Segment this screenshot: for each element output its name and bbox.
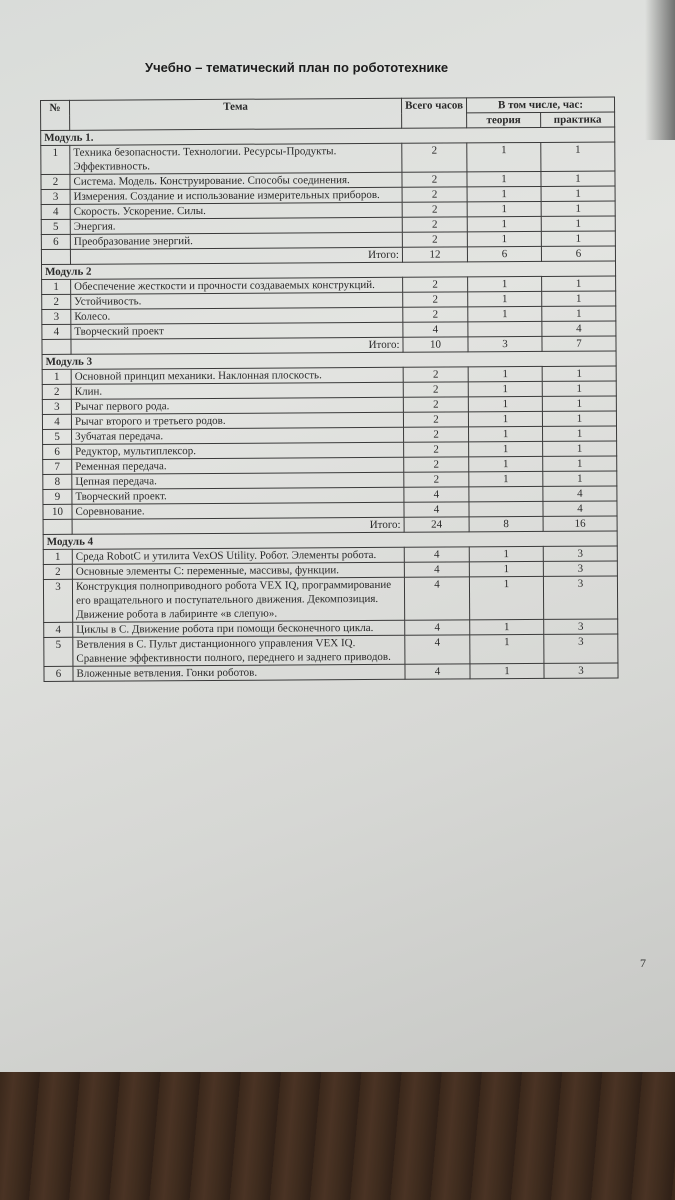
total-label: Итого: — [72, 517, 404, 534]
row-theory-hours: 1 — [468, 411, 542, 426]
row-number: 9 — [43, 489, 72, 504]
row-theory-hours: 1 — [469, 576, 543, 619]
row-total-hours: 2 — [403, 277, 468, 292]
row-number: 2 — [41, 174, 70, 189]
table-row — [43, 576, 617, 623]
row-total-hours: 2 — [404, 427, 469, 442]
row-practice-hours: 1 — [541, 142, 615, 171]
row-topic: Клин. — [71, 382, 403, 399]
row-topic: Конструкция полноприводного робота VEX IQ, программирование его вращательного и поступательного движения. Декомпозиция. Движение робота в лабиринте «в слепую». — [72, 577, 404, 622]
row-practice-hours: 4 — [543, 486, 617, 501]
total-hours: 10 — [403, 337, 468, 352]
header-total-hours: Всего часов — [401, 98, 466, 128]
table-body — [41, 127, 618, 681]
header-topic: Тема — [70, 98, 402, 130]
module-title: Модуль 1. — [41, 127, 615, 146]
row-topic: Ременная передача. — [72, 457, 404, 474]
row-topic: Редуктор, мультиплексор. — [72, 442, 404, 459]
row-theory-hours: 1 — [468, 291, 542, 306]
row-number: 2 — [42, 294, 71, 309]
row-theory-hours: 1 — [469, 471, 543, 486]
module-title: Модуль 3 — [42, 351, 616, 370]
row-topic: Среда RobotC и утилита VexOS Utility. Робот. Элементы робота. — [72, 547, 404, 564]
row-total-hours: 4 — [404, 502, 469, 517]
row-topic: Творческий проект — [71, 322, 403, 339]
row-practice-hours: 1 — [541, 201, 615, 216]
module-title: Модуль 4 — [43, 531, 617, 550]
row-number: 4 — [42, 414, 71, 429]
row-number: 7 — [43, 459, 72, 474]
row-theory-hours: 1 — [470, 619, 544, 634]
total-practice: 7 — [542, 336, 616, 351]
row-topic: Скорость. Ускорение. Силы. — [70, 202, 402, 219]
row-total-hours: 2 — [404, 442, 469, 457]
total-empty-cell — [42, 339, 71, 354]
row-practice-hours: 3 — [544, 663, 618, 678]
row-number: 5 — [43, 429, 72, 444]
row-total-hours: 4 — [404, 577, 469, 620]
row-practice-hours: 1 — [542, 306, 616, 321]
row-number: 3 — [42, 309, 71, 324]
row-number: 1 — [42, 369, 71, 384]
row-number: 1 — [42, 279, 71, 294]
row-total-hours: 2 — [402, 187, 467, 202]
row-practice-hours: 1 — [542, 396, 616, 411]
row-number: 10 — [43, 504, 72, 519]
row-theory-hours: 1 — [469, 561, 543, 576]
row-number: 3 — [42, 399, 71, 414]
row-practice-hours: 1 — [541, 231, 615, 246]
row-theory-hours: 1 — [467, 142, 541, 171]
row-topic: Соревнование. — [72, 502, 404, 519]
row-practice-hours: 1 — [542, 291, 616, 306]
row-total-hours: 2 — [404, 472, 469, 487]
total-practice: 16 — [543, 516, 617, 531]
row-number: 5 — [41, 219, 70, 234]
curriculum-table — [40, 96, 619, 682]
total-theory: 3 — [468, 336, 542, 351]
row-number: 8 — [43, 474, 72, 489]
row-practice-hours: 1 — [542, 276, 616, 291]
row-practice-hours: 1 — [542, 381, 616, 396]
row-theory-hours: 1 — [468, 366, 542, 381]
total-label: Итого: — [70, 247, 402, 264]
row-theory-hours: 1 — [469, 456, 543, 471]
total-hours: 24 — [404, 517, 469, 532]
document-title: Учебно – тематический план по робототехнике — [145, 60, 449, 75]
row-topic: Энергия. — [70, 217, 402, 234]
row-practice-hours: 1 — [543, 456, 617, 471]
row-number: 1 — [43, 549, 72, 564]
row-total-hours: 4 — [405, 635, 470, 664]
row-practice-hours: 1 — [543, 441, 617, 456]
row-total-hours: 2 — [403, 292, 468, 307]
row-number: 4 — [41, 204, 70, 219]
row-topic: Рычаг первого рода. — [71, 397, 403, 414]
row-practice-hours: 1 — [543, 426, 617, 441]
row-total-hours: 4 — [404, 487, 469, 502]
row-total-hours: 2 — [402, 202, 467, 217]
header-theory: теория — [467, 112, 541, 127]
row-theory-hours — [469, 501, 543, 516]
row-topic: Преобразование энергий. — [70, 232, 402, 249]
row-number: 3 — [41, 189, 70, 204]
header-practice: практика — [541, 112, 615, 127]
row-theory-hours: 1 — [470, 634, 544, 663]
row-theory-hours: 1 — [470, 663, 544, 678]
row-practice-hours: 3 — [544, 634, 618, 663]
row-theory-hours — [469, 486, 543, 501]
table-row — [41, 142, 615, 175]
row-total-hours: 2 — [403, 307, 468, 322]
row-topic: Обеспечение жесткости и прочности создаваемых конструкций. — [71, 277, 403, 294]
row-theory-hours: 1 — [468, 396, 542, 411]
module-title: Модуль 2 — [42, 261, 616, 280]
row-number: 6 — [41, 234, 70, 249]
row-practice-hours: 3 — [543, 561, 617, 576]
row-topic: Основные элементы С: переменные, массивы, функции. — [72, 562, 404, 579]
row-theory-hours: 1 — [467, 231, 541, 246]
row-theory-hours: 1 — [469, 441, 543, 456]
total-label: Итого: — [71, 337, 403, 354]
row-topic: Техника безопасности. Технологии. Ресурсы-Продукты. Эффективность. — [70, 143, 402, 174]
total-theory: 8 — [469, 516, 543, 531]
row-total-hours: 2 — [402, 232, 467, 247]
row-number: 2 — [43, 564, 72, 579]
row-theory-hours: 1 — [467, 171, 541, 186]
row-theory-hours: 1 — [469, 546, 543, 561]
row-total-hours: 2 — [402, 217, 467, 232]
row-theory-hours: 1 — [468, 306, 542, 321]
row-number: 1 — [41, 145, 70, 174]
row-number: 3 — [43, 579, 72, 622]
row-topic: Колесо. — [71, 307, 403, 324]
row-topic: Измерения. Создание и использование измерительных приборов. — [70, 187, 402, 204]
row-theory-hours: 1 — [467, 216, 541, 231]
row-number: 4 — [42, 324, 71, 339]
row-practice-hours: 3 — [543, 576, 617, 619]
row-total-hours: 2 — [402, 172, 467, 187]
row-total-hours: 4 — [404, 547, 469, 562]
row-topic: Цепная передача. — [72, 472, 404, 489]
total-empty-cell — [41, 249, 70, 264]
row-topic: Творческий проект. — [72, 487, 404, 504]
row-total-hours: 4 — [405, 664, 470, 679]
row-number: 6 — [43, 444, 72, 459]
row-total-hours: 2 — [402, 143, 467, 172]
row-total-hours: 2 — [403, 367, 468, 382]
row-total-hours: 2 — [403, 382, 468, 397]
row-practice-hours: 1 — [541, 171, 615, 186]
row-theory-hours: 1 — [468, 276, 542, 291]
header-number: № — [41, 100, 70, 130]
header-including: В том числе, час: — [466, 97, 614, 113]
row-practice-hours: 4 — [543, 501, 617, 516]
row-number: 6 — [44, 666, 73, 681]
row-number: 2 — [42, 384, 71, 399]
row-topic: Система. Модель. Конструирование. Способы соединения. — [70, 172, 402, 189]
row-topic: Основной принцип механики. Наклонная плоскость. — [71, 367, 403, 384]
row-topic: Ветвления в С. Пульт дистанционного управления VEX IQ. Сравнение эффективности полного, переднего и заднего приводов. — [73, 635, 405, 666]
row-practice-hours: 1 — [542, 366, 616, 381]
row-theory-hours — [468, 321, 542, 336]
row-topic: Устойчивость. — [71, 292, 403, 309]
row-topic: Циклы в С. Движение робота при помощи бесконечного цикла. — [73, 620, 405, 637]
row-topic: Вложенные ветвления. Гонки роботов. — [73, 664, 405, 681]
row-practice-hours: 1 — [541, 216, 615, 231]
row-practice-hours: 4 — [542, 321, 616, 336]
row-number: 5 — [44, 637, 73, 666]
row-total-hours: 4 — [403, 322, 468, 337]
row-practice-hours: 1 — [542, 411, 616, 426]
row-theory-hours: 1 — [469, 426, 543, 441]
row-total-hours: 2 — [404, 457, 469, 472]
row-total-hours: 2 — [403, 397, 468, 412]
row-theory-hours: 1 — [467, 186, 541, 201]
row-practice-hours: 1 — [543, 471, 617, 486]
row-theory-hours: 1 — [468, 381, 542, 396]
table-row — [44, 663, 618, 682]
row-topic: Зубчатая передача. — [72, 427, 404, 444]
row-practice-hours: 3 — [544, 619, 618, 634]
row-number: 4 — [44, 622, 73, 637]
row-practice-hours: 1 — [541, 186, 615, 201]
row-total-hours: 4 — [405, 620, 470, 635]
row-theory-hours: 1 — [467, 201, 541, 216]
row-practice-hours: 3 — [543, 546, 617, 561]
row-total-hours: 4 — [404, 562, 469, 577]
wooden-desk — [0, 1072, 675, 1200]
row-topic: Рычаг второго и третьего родов. — [71, 412, 403, 429]
total-theory: 6 — [467, 246, 541, 261]
total-practice: 6 — [541, 246, 615, 261]
total-empty-cell — [43, 519, 72, 534]
total-hours: 12 — [402, 247, 467, 262]
shadow-corner — [645, 0, 675, 140]
row-total-hours: 2 — [403, 412, 468, 427]
page-number: 7 — [640, 956, 646, 970]
table-row — [44, 634, 618, 667]
